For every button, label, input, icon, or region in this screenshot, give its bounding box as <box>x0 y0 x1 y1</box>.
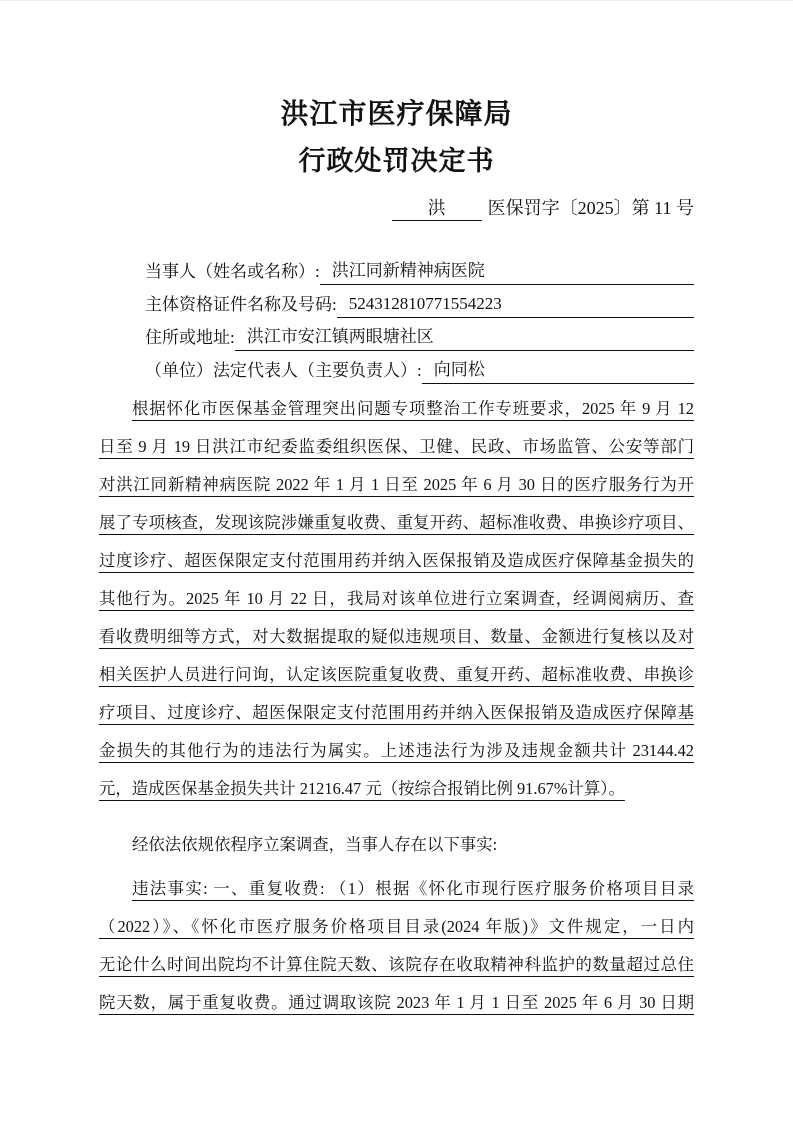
document-type-title: 行政处罚决定书 <box>298 146 495 176</box>
party-name-field <box>145 252 694 285</box>
violation-facts-paragraph <box>99 870 694 1022</box>
paragraph-line: 相关医护人员进行问询，认定该医院重复收费、重复开药、超标准收费、串换诊 <box>99 665 694 684</box>
credential-value: 524312810771554223 <box>337 294 694 318</box>
paragraph-line: 对洪江同新精神病医院 2022 年 1 月 1 日至 2025 年 6 月 30 日的医疗服务行为开 <box>99 475 694 494</box>
paragraph-line: 金损失的其他行为的违法行为属实。上述违法行为涉及违规金额共计 23144.42 <box>99 741 694 760</box>
paragraph-line: 无论什么时间出院均不计算住院天数、该院存在收取精神科监护的数量超过总住 <box>99 955 694 974</box>
legal-representative-value: 向同松 <box>422 360 694 384</box>
address-value: 洪江市安江镇两眼塘社区 <box>235 327 694 351</box>
doc-number-line <box>99 194 694 222</box>
paragraph-line: 过度诊疗、超医保限定支付范围用药并纳入医保报销及造成医疗保障基金损失的 <box>99 551 694 570</box>
paragraph-line: 看收费明细等方式，对大数据提取的疑似违规项目、数量、金额进行复核以及对 <box>99 627 694 646</box>
legal-representative-label: （单位）法定代表人（主要负责人）: <box>145 361 422 380</box>
document-content <box>99 1 694 1022</box>
agency-title: 洪江市医疗保障局 <box>280 99 513 130</box>
address-field <box>145 318 694 351</box>
party-name-label: 当事人（姓名或名称）: <box>145 262 320 281</box>
paragraph-line: 违法事实: 一、重复收费: （1）根据《怀化市现行医疗服务价格项目目录 <box>132 879 694 898</box>
paragraph-line: 根据怀化市医保基金管理突出问题专项整治工作专班要求，2025 年 9 月 12 <box>132 399 694 418</box>
paragraph-line: 其他行为。2025 年 10 月 22 日，我局对该单位进行立案调查，经调阅病历、查 <box>99 589 694 608</box>
doc-number-text: 医保罚字〔2025〕第 11 号 <box>487 198 694 218</box>
party-name-value: 洪江同新精神病医院 <box>320 261 694 285</box>
legal-representative-field <box>145 351 694 384</box>
facts-intro-paragraph: 经依法依规依程序立案调查，当事人存在以下事实: <box>132 835 498 854</box>
credential-label: 主体资格证件名称及号码: <box>145 295 337 314</box>
paragraph-line: （2022）》、《怀化市医疗服务价格项目目录(2024 年版)》文件规定，一日内 <box>99 917 694 936</box>
paragraph-line: 日至 9 月 19 日洪江市纪委监委组织医保、卫健、民政、市场监管、公安等部门 <box>99 437 694 456</box>
credential-field <box>145 285 694 318</box>
paragraph-line: 元，造成医保基金损失共计 21216.47 元（按综合报销比例 91.67%计算）。 <box>99 779 625 798</box>
doc-number-prefix: 洪 <box>392 196 482 221</box>
party-info-block <box>99 252 694 384</box>
address-label: 住所或地址: <box>145 328 235 347</box>
investigation-paragraph <box>99 390 694 808</box>
paragraph-line: 院天数，属于重复收费。通过调取该院 2023 年 1 月 1 日至 2025 年 6 月 30 日期 <box>99 993 694 1012</box>
paragraph-line: 疗项目、过度诊疗、超医保限定支付范围用药并纳入医保报销及造成医疗保障基 <box>99 703 694 722</box>
paragraph-line: 展了专项核查，发现该院涉嫌重复收费、重复开药、超标准收费、串换诊疗项目、 <box>99 513 694 532</box>
